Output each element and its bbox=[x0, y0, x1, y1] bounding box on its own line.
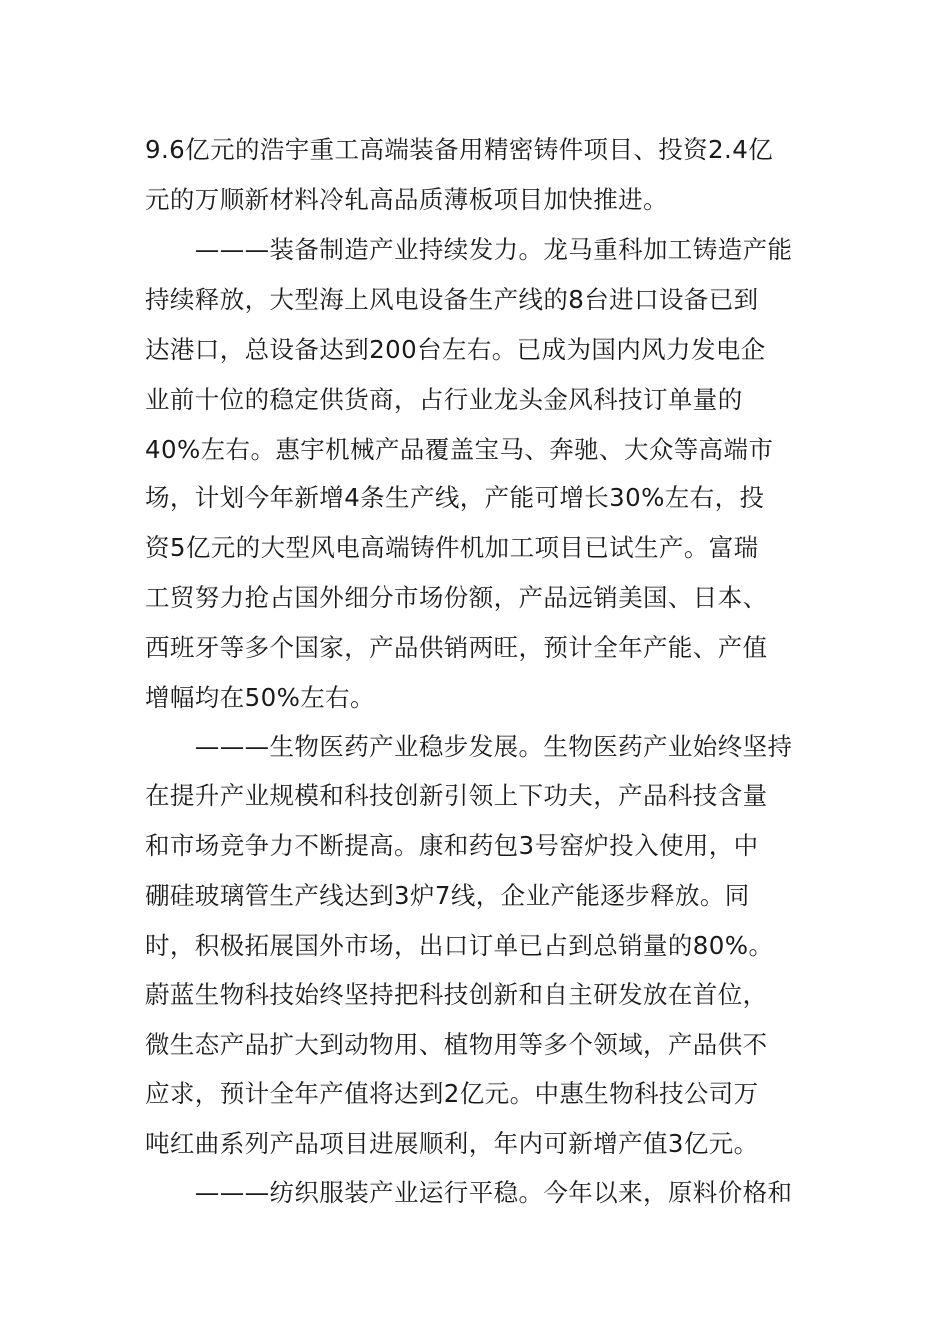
text-line: 元的万顺新材料冷轧高品质薄板项目加快推进。 bbox=[145, 185, 668, 214]
text-line: 增幅均在50%左右。 bbox=[145, 683, 375, 712]
text-line: 吨红曲系列产品项目进展顺利，年内可新增产值3亿元。 bbox=[145, 1129, 759, 1158]
text-line: 业前十位的稳定供货商，占行业龙头金风科技订单量的 bbox=[145, 385, 743, 414]
text-line: 工贸努力抢占国外细分市场份额，产品远销美国、日本、 bbox=[145, 583, 768, 612]
text-line: 和市场竞争力不断提高。康和药包3号窑炉投入使用，中 bbox=[145, 831, 759, 860]
text-line: 微生态产品扩大到动物用、植物用等多个领域，产品供不 bbox=[145, 1030, 768, 1059]
text-line: ———纺织服装产业运行平稳。今年以来，原料价格和 bbox=[145, 1178, 793, 1207]
text-line: 时，积极拓展国外市场，出口订单已占到总销量的80%。 bbox=[145, 931, 774, 960]
text-line: 场，计划今年新增4条生产线，产能可增长30%左右，投 bbox=[145, 483, 765, 512]
text-line: 9.6亿元的浩宇重工高端装备用精密铸件项目、投资2.4亿 bbox=[145, 135, 774, 164]
text-line: 西班牙等多个国家，产品供销两旺，预计全年产能、产值 bbox=[145, 633, 768, 662]
text-line: 达港口，总设备达到200台左右。已成为国内风力发电企 bbox=[145, 335, 766, 364]
text-line: 持续释放，大型海上风电设备生产线的8台进口设备已到 bbox=[145, 285, 759, 314]
text-line: 在提升产业规模和科技创新引领上下功夫，产品科技含量 bbox=[145, 781, 768, 810]
text-line: 蔚蓝生物科技始终坚持把科技创新和自主研发放在首位， bbox=[145, 980, 768, 1009]
text-line: 资5亿元的大型风电高端铸件机加工项目已试生产。富瑞 bbox=[145, 533, 759, 562]
text-line: ———装备制造产业持续发力。龙马重科加工铸造产能 bbox=[145, 235, 793, 264]
text-line: 硼硅玻璃管生产线达到3炉7线，企业产能逐步释放。同 bbox=[145, 881, 750, 910]
text-line: 应求，预计全年产值将达到2亿元。中惠生物科技公司万 bbox=[145, 1079, 759, 1108]
text-line: ———生物医药产业稳步发展。生物医药产业始终坚持 bbox=[145, 732, 793, 761]
text-line: 40%左右。惠宇机械产品覆盖宝马、奔驰、大众等高端市 bbox=[145, 435, 774, 464]
